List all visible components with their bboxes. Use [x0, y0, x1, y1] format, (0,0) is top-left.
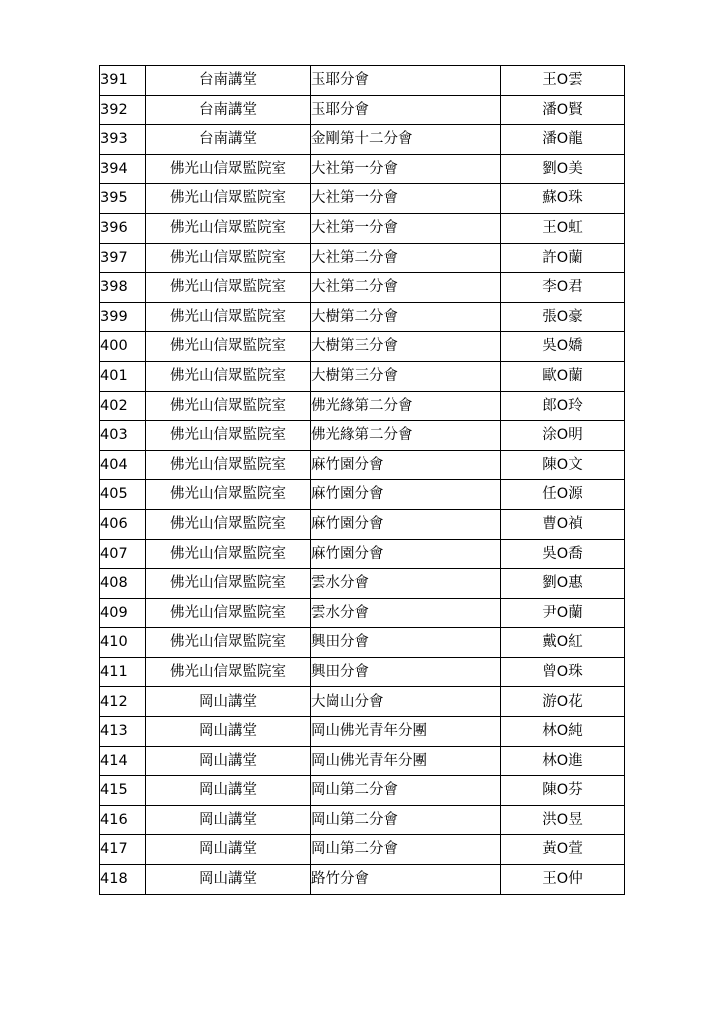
row-number-cell: 394	[100, 154, 146, 184]
branch-name-cell: 玉耶分會	[311, 66, 501, 96]
unit-name-cell: 佛光山信眾監院室	[146, 509, 311, 539]
branch-name-cell: 玉耶分會	[311, 95, 501, 125]
branch-name-cell: 麻竹園分會	[311, 539, 501, 569]
row-number-cell: 402	[100, 391, 146, 421]
branch-name-cell: 大社第二分會	[311, 243, 501, 273]
unit-name-cell: 佛光山信眾監院室	[146, 273, 311, 303]
table-row	[100, 687, 625, 717]
row-number-cell: 393	[100, 125, 146, 155]
member-name-cell: 郎O玲	[501, 391, 625, 421]
table-row	[100, 598, 625, 628]
member-name-cell: 許O蘭	[501, 243, 625, 273]
branch-name-cell: 大社第一分會	[311, 213, 501, 243]
branch-name-cell: 岡山第二分會	[311, 805, 501, 835]
member-name-cell: 王O雲	[501, 66, 625, 96]
unit-name-cell: 佛光山信眾監院室	[146, 184, 311, 214]
table-row	[100, 391, 625, 421]
row-number-cell: 391	[100, 66, 146, 96]
row-number-cell: 415	[100, 776, 146, 806]
unit-name-cell: 岡山講堂	[146, 805, 311, 835]
branch-name-cell: 興田分會	[311, 628, 501, 658]
table-row	[100, 628, 625, 658]
row-number-cell: 400	[100, 332, 146, 362]
unit-name-cell: 岡山講堂	[146, 776, 311, 806]
unit-name-cell: 佛光山信眾監院室	[146, 361, 311, 391]
row-number-cell: 418	[100, 865, 146, 895]
member-name-cell: 黃O萱	[501, 835, 625, 865]
branch-name-cell: 大社第二分會	[311, 273, 501, 303]
member-name-cell: 劉O惠	[501, 569, 625, 599]
table-row	[100, 213, 625, 243]
unit-name-cell: 佛光山信眾監院室	[146, 213, 311, 243]
branch-name-cell: 麻竹園分會	[311, 509, 501, 539]
unit-name-cell: 佛光山信眾監院室	[146, 569, 311, 599]
member-name-cell: 李O君	[501, 273, 625, 303]
member-name-cell: 陳O文	[501, 450, 625, 480]
member-name-cell: 任O源	[501, 480, 625, 510]
branch-name-cell: 大崗山分會	[311, 687, 501, 717]
row-number-cell: 417	[100, 835, 146, 865]
member-name-cell: 蘇O珠	[501, 184, 625, 214]
table-row	[100, 657, 625, 687]
table-row	[100, 746, 625, 776]
branch-name-cell: 佛光緣第二分會	[311, 391, 501, 421]
table-row	[100, 509, 625, 539]
row-number-cell: 407	[100, 539, 146, 569]
branch-name-cell: 岡山第二分會	[311, 776, 501, 806]
member-name-cell: 戴O紅	[501, 628, 625, 658]
branch-name-cell: 金剛第十二分會	[311, 125, 501, 155]
member-name-cell: 涂O明	[501, 421, 625, 451]
unit-name-cell: 佛光山信眾監院室	[146, 243, 311, 273]
member-name-cell: 陳O芬	[501, 776, 625, 806]
table-row	[100, 273, 625, 303]
row-number-cell: 414	[100, 746, 146, 776]
row-number-cell: 408	[100, 569, 146, 599]
table-row	[100, 569, 625, 599]
unit-name-cell: 佛光山信眾監院室	[146, 302, 311, 332]
branch-name-cell: 大社第一分會	[311, 154, 501, 184]
row-number-cell: 396	[100, 213, 146, 243]
row-number-cell: 401	[100, 361, 146, 391]
table-row	[100, 66, 625, 96]
row-number-cell: 398	[100, 273, 146, 303]
table-row	[100, 450, 625, 480]
branch-name-cell: 麻竹園分會	[311, 450, 501, 480]
unit-name-cell: 台南講堂	[146, 125, 311, 155]
roster-table	[99, 65, 625, 895]
branch-name-cell: 大樹第三分會	[311, 332, 501, 362]
table-row	[100, 154, 625, 184]
row-number-cell: 392	[100, 95, 146, 125]
row-number-cell: 404	[100, 450, 146, 480]
member-name-cell: 洪O昱	[501, 805, 625, 835]
row-number-cell: 405	[100, 480, 146, 510]
row-number-cell: 416	[100, 805, 146, 835]
unit-name-cell: 岡山講堂	[146, 746, 311, 776]
table-row	[100, 361, 625, 391]
table-row	[100, 865, 625, 895]
unit-name-cell: 岡山講堂	[146, 717, 311, 747]
row-number-cell: 399	[100, 302, 146, 332]
unit-name-cell: 岡山講堂	[146, 865, 311, 895]
table-row	[100, 717, 625, 747]
row-number-cell: 413	[100, 717, 146, 747]
branch-name-cell: 岡山佛光青年分團	[311, 746, 501, 776]
unit-name-cell: 佛光山信眾監院室	[146, 421, 311, 451]
table-row	[100, 835, 625, 865]
branch-name-cell: 岡山第二分會	[311, 835, 501, 865]
row-number-cell: 409	[100, 598, 146, 628]
branch-name-cell: 佛光緣第二分會	[311, 421, 501, 451]
branch-name-cell: 雲水分會	[311, 598, 501, 628]
table-row	[100, 421, 625, 451]
member-name-cell: 林O進	[501, 746, 625, 776]
unit-name-cell: 佛光山信眾監院室	[146, 628, 311, 658]
unit-name-cell: 佛光山信眾監院室	[146, 391, 311, 421]
unit-name-cell: 佛光山信眾監院室	[146, 657, 311, 687]
branch-name-cell: 岡山佛光青年分團	[311, 717, 501, 747]
table-row	[100, 95, 625, 125]
member-name-cell: 尹O蘭	[501, 598, 625, 628]
table-row	[100, 243, 625, 273]
member-name-cell: 曹O禎	[501, 509, 625, 539]
branch-name-cell: 路竹分會	[311, 865, 501, 895]
table-row	[100, 480, 625, 510]
member-name-cell: 游O花	[501, 687, 625, 717]
table-row	[100, 539, 625, 569]
unit-name-cell: 台南講堂	[146, 95, 311, 125]
roster-body	[100, 66, 625, 895]
member-name-cell: 張O豪	[501, 302, 625, 332]
member-name-cell: 王O虹	[501, 213, 625, 243]
unit-name-cell: 佛光山信眾監院室	[146, 154, 311, 184]
table-row	[100, 125, 625, 155]
table-row	[100, 184, 625, 214]
row-number-cell: 403	[100, 421, 146, 451]
member-name-cell: 吳O喬	[501, 539, 625, 569]
member-name-cell: 林O純	[501, 717, 625, 747]
branch-name-cell: 大社第一分會	[311, 184, 501, 214]
branch-name-cell: 興田分會	[311, 657, 501, 687]
member-name-cell: 潘O賢	[501, 95, 625, 125]
unit-name-cell: 佛光山信眾監院室	[146, 332, 311, 362]
branch-name-cell: 麻竹園分會	[311, 480, 501, 510]
table-row	[100, 776, 625, 806]
row-number-cell: 397	[100, 243, 146, 273]
branch-name-cell: 大樹第三分會	[311, 361, 501, 391]
member-name-cell: 王O仲	[501, 865, 625, 895]
unit-name-cell: 台南講堂	[146, 66, 311, 96]
member-name-cell: 潘O龍	[501, 125, 625, 155]
member-name-cell: 劉O美	[501, 154, 625, 184]
branch-name-cell: 雲水分會	[311, 569, 501, 599]
row-number-cell: 395	[100, 184, 146, 214]
unit-name-cell: 岡山講堂	[146, 687, 311, 717]
member-name-cell: 歐O蘭	[501, 361, 625, 391]
unit-name-cell: 佛光山信眾監院室	[146, 450, 311, 480]
branch-name-cell: 大樹第二分會	[311, 302, 501, 332]
row-number-cell: 406	[100, 509, 146, 539]
unit-name-cell: 佛光山信眾監院室	[146, 539, 311, 569]
row-number-cell: 411	[100, 657, 146, 687]
row-number-cell: 412	[100, 687, 146, 717]
unit-name-cell: 岡山講堂	[146, 835, 311, 865]
member-name-cell: 吳O嬌	[501, 332, 625, 362]
member-name-cell: 曾O珠	[501, 657, 625, 687]
table-row	[100, 332, 625, 362]
unit-name-cell: 佛光山信眾監院室	[146, 598, 311, 628]
row-number-cell: 410	[100, 628, 146, 658]
table-row	[100, 805, 625, 835]
unit-name-cell: 佛光山信眾監院室	[146, 480, 311, 510]
table-row	[100, 302, 625, 332]
